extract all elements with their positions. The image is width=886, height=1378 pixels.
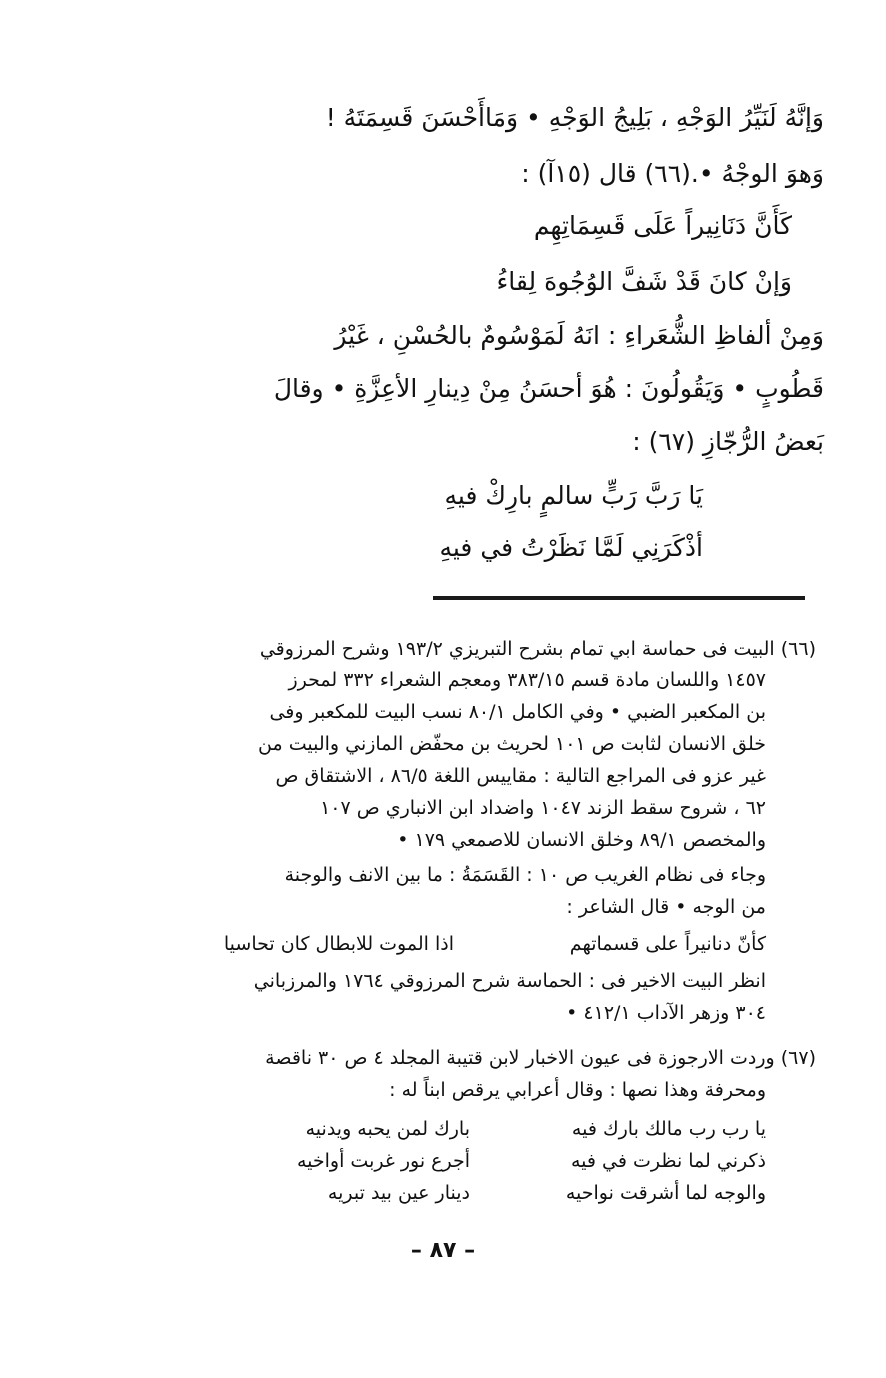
footnote-66-verse-left: اذا الموت للابطال كان تحاسيا xyxy=(223,933,454,955)
footnote-67-line: ومحرفة وهذا نصها : وقال أعرابي يرقص ابناً له : xyxy=(389,1079,766,1101)
footnote-66-line: ١٤٥٧ واللسان مادة قسم ٣٨٣/١٥ ومعجم الشعراء ٣٣٢ لمحرز xyxy=(288,669,766,691)
footnote-66-line: خلق الانسان لثابت ص ١٠١ لحريث بن محفّض المازني والبيت من xyxy=(258,733,766,755)
footnote-separator xyxy=(433,596,805,600)
main-text-line: وَإنَّهُ لَنَيِّرُ الوَجْهِ ، بَلِيجُ الوَجْهِ • وَمَاأَحْسَنَ قَسِمَتَهُ ! xyxy=(325,103,824,132)
verse-line: وَإنْ كانَ قَدْ شَفَّ الوُجُوهَ لِقاءُ xyxy=(496,267,792,296)
footnote-66-line: وجاء فى نظام الغريب ص ١٠ : القَسَمَةُ : ما بين الانف والوجنة xyxy=(284,864,766,886)
footnote-66-line: والمخصص ٨٩/١ وخلق الانسان للاصمعي ١٧٩ • xyxy=(397,829,766,851)
footnote-66-line: من الوجه • قال الشاعر : xyxy=(566,896,766,918)
main-text-line: وَمِنْ ألفاظِ الشُّعَراءِ : انَهُ لَمَوْسُومٌ بالحُسْنِ ، غَيْرُ xyxy=(334,321,824,350)
footnote-66-line: ٣٠٤ وزهر الآداب ٤١٢/١ • xyxy=(566,1002,766,1024)
footnote-66-verse-right: كأنّ دنانيراً على قسماتهم xyxy=(569,933,766,955)
page-number: – ٨٧ – xyxy=(410,1238,476,1263)
verse-line: كَأَنَّ دَنَانِيراً عَلَى قَسِمَاتِهِم xyxy=(533,211,792,240)
verse-line: أذْكَرَنِي لَمَّا نَظَرْتُ في فيهِ xyxy=(439,533,703,562)
footnote-67-verse-right: ذكرني لما نظرت في فيه xyxy=(570,1150,766,1172)
main-text-line: بَعضُ الرُّجّازِ (٦٧) : xyxy=(632,427,824,456)
footnote-67-verse-right: يا رب رب مالك بارك فيه xyxy=(571,1118,766,1140)
footnote-67-verse-left: دينار عين بيد تبريه xyxy=(327,1182,470,1204)
main-text-line: قَطُوبٍ • وَيَقُولُونَ : هُوَ أحسَنُ مِنْ دِينارِ الأعِزَّةِ • وقالَ xyxy=(273,374,824,403)
footnote-66-line: (٦٦) البيت فى حماسة ابي تمام بشرح التبريزي ١٩٣/٢ وشرح المرزوقي xyxy=(259,638,816,660)
footnote-67-verse-left: بارك لمن يحبه ويدنيه xyxy=(305,1118,470,1140)
footnote-67-verse-left: أجرع نور غربت أواخيه xyxy=(296,1150,470,1172)
footnote-66-line: بن المكعبر الضبي • وفي الكامل ٨٠/١ نسب البيت للمكعبر وفى xyxy=(269,701,766,723)
footnote-66-line: غير عزو فى المراجع التالية : مقاييس اللغة ٨٦/٥ ، الاشتقاق ص xyxy=(275,765,766,787)
verse-line: يَا رَبَّ رَبٍّ سالمٍ بارِكْ فيهِ xyxy=(444,481,703,510)
footnote-66-line: انظر البيت الاخير فى : الحماسة شرح المرزوقي ١٧٦٤ والمرزباني xyxy=(253,970,766,992)
footnote-67-verse-right: والوجه لما أشرقت نواحيه xyxy=(565,1182,766,1204)
main-text-line: وَهوَ الوجْهُ •.(٦٦) قال (١٥آ) : xyxy=(521,159,824,188)
footnote-67-line: (٦٧) وردت الارجوزة فى عيون الاخبار لابن قتيبة المجلد ٤ ص ٣٠ ناقصة xyxy=(265,1047,816,1069)
footnote-66-line: ٦٢ ، شروح سقط الزند ١٠٤٧ واضداد ابن الانباري ص ١٠٧ xyxy=(320,797,766,819)
